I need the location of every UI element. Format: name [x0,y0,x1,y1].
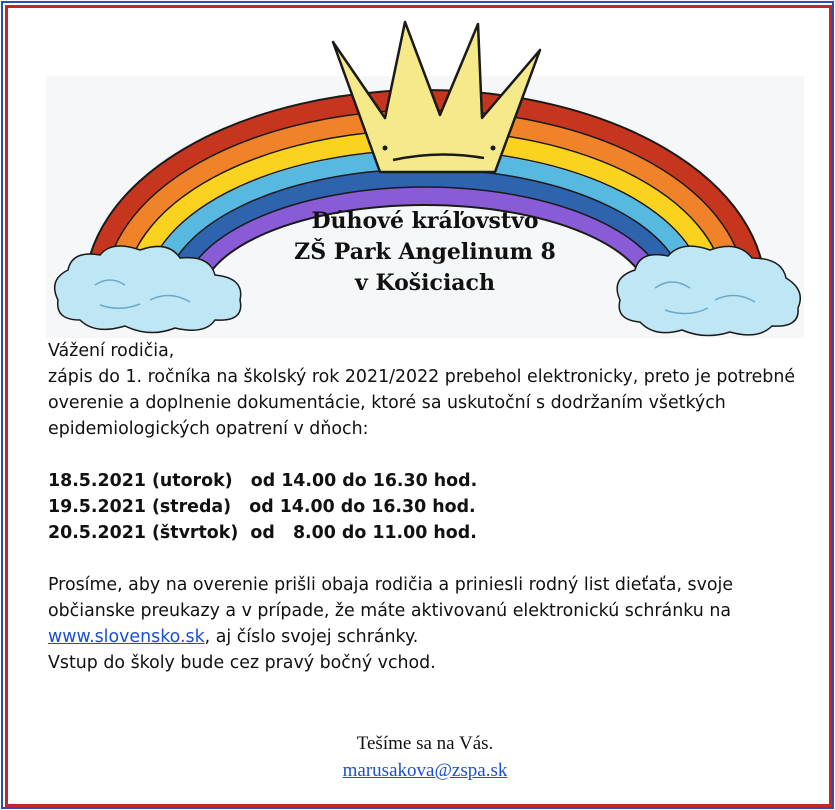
page-title [240,206,610,299]
entrance-note: Vstup do školy bude cez pravý bočný vchod. [48,653,436,673]
email-link[interactable]: marusakova@zspa.sk [342,760,508,781]
title-line-3: v Košiciach [355,270,495,296]
cloud-right-icon [617,246,800,335]
title-line-1: Dúhové kráľovstvo [311,208,539,234]
closing-text: Tešíme sa na Vás. [356,733,494,754]
letter-body [48,338,818,676]
request-paragraph [48,572,818,650]
request-text: Prosíme, aby na overenie prišli obaja rodičia a priniesli rodný list dieťaťa, svoje občianske preukazy a v prípade, že máte aktivovanú elektronickú schránku na [48,575,734,621]
closing [250,730,600,784]
request-text-end: , aj číslo svojej schránky. [204,627,419,647]
schedule-item: 18.5.2021 (utorok) od 14.00 do 16.30 hod. [48,471,478,491]
schedule-item: 20.5.2021 (štvrtok) od 8.00 do 11.00 hod. [48,523,477,543]
title-line-2: ZŠ Park Angelinum 8 [294,239,556,265]
greeting: Vážení rodičia, [48,341,175,361]
schedule-item: 19.5.2021 (streda) od 14.00 do 16.30 hod. [48,497,476,517]
slovensko-link[interactable]: www.slovensko.sk [48,627,205,647]
intro-paragraph: zápis do 1. ročníka na školský rok 2021/2022 prebehol elektronicky, preto je potrebné overenie a doplnenie dokumentácie, ktoré sa uskutoční s dodržaním všetkých epidemiologických opatrení v dňoch: [48,367,796,439]
